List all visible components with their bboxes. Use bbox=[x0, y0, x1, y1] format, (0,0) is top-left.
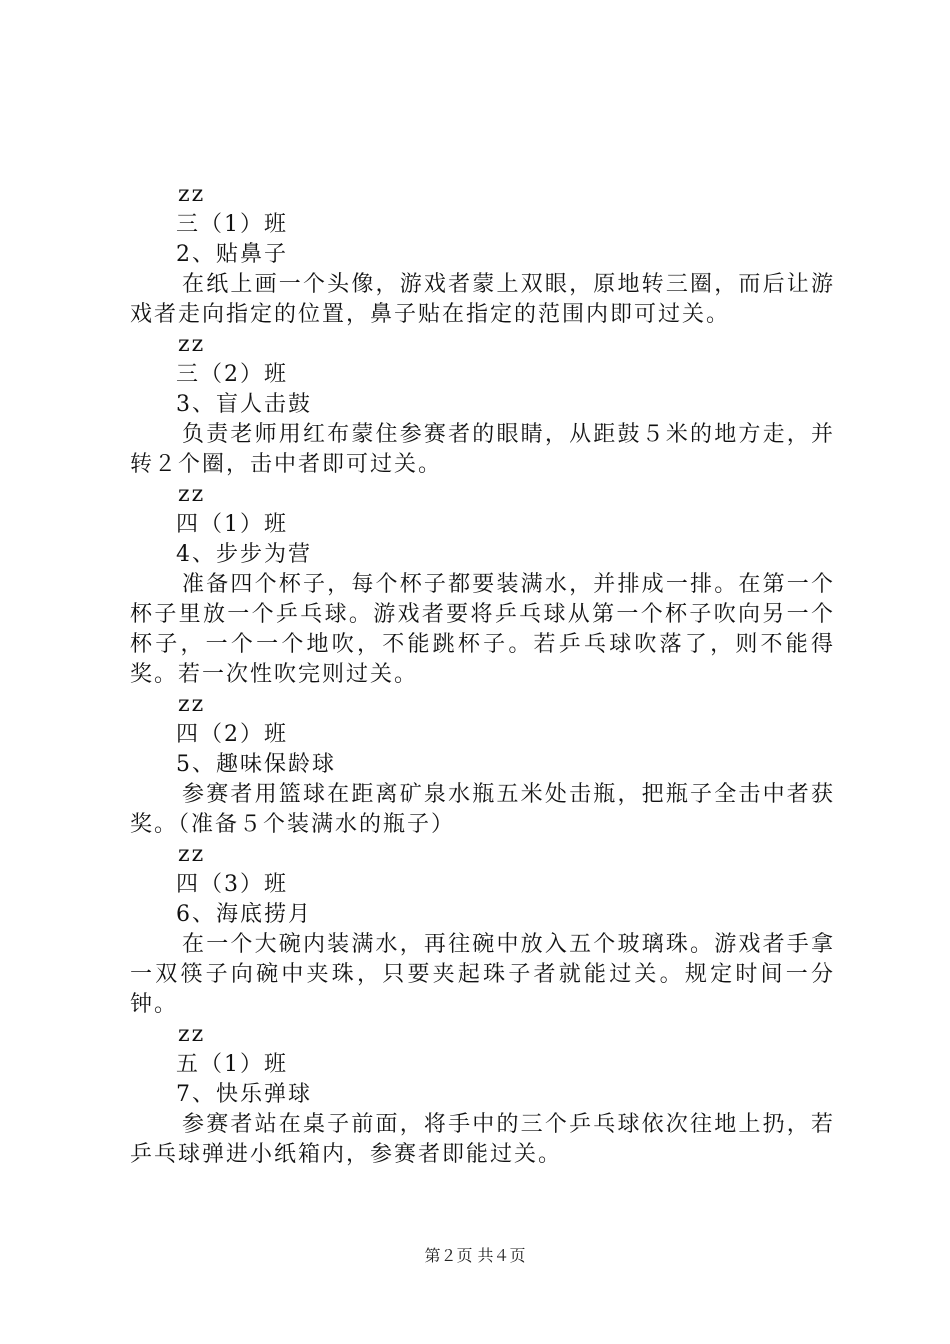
section-host: 三（2）班 bbox=[176, 362, 288, 387]
section-description: 参赛者站在桌子前面，将手中的三个乒乓球依次往地上扔，若乒乓球弹进小纸箱内，参赛者即能过关。 bbox=[130, 1112, 835, 1167]
section-marker: zz bbox=[178, 182, 206, 207]
section-host: 四（3）班 bbox=[176, 872, 288, 897]
section-title: 3、盲人击鼓 bbox=[176, 392, 312, 417]
section-marker: zz bbox=[178, 482, 206, 507]
section-description: 参赛者用篮球在距离矿泉水瓶五米处击瓶，把瓶子全击中者获奖。（准备５个装满水的瓶子） bbox=[130, 782, 835, 837]
section-marker: zz bbox=[178, 842, 206, 867]
section-host: 四（1）班 bbox=[176, 512, 288, 537]
section-description: 准备四个杯子，每个杯子都要装满水，并排成一排。在第一个杯子里放一个乒乓球。游戏者要将乒乓球从第一个杯子吹向另一个杯子，一个一个地吹，不能跳杯子。若乒乓球吹落了，则不能得奖。若一次性吹完则过关。 bbox=[130, 572, 835, 687]
section-description: 在纸上画一个头像，游戏者蒙上双眼，原地转三圈，而后让游戏者走向指定的位置，鼻子贴在指定的范围内即可过关。 bbox=[130, 272, 835, 327]
section-host: 五（1）班 bbox=[176, 1052, 288, 1077]
section-host: 三（1）班 bbox=[176, 212, 288, 237]
section-title: 4、步步为营 bbox=[176, 542, 312, 567]
section-description: 负责老师用红布蒙住参赛者的眼睛，从距鼓５米的地方走，并转２个圈，击中者即可过关。 bbox=[130, 422, 835, 477]
section-title: 2、贴鼻子 bbox=[176, 242, 288, 267]
section-title: 6、海底捞月 bbox=[176, 902, 312, 927]
section-marker: zz bbox=[178, 1022, 206, 1047]
section-title: 5、趣味保龄球 bbox=[176, 752, 336, 777]
section-title: 7、快乐弹球 bbox=[176, 1082, 312, 1107]
section-marker: zz bbox=[178, 332, 206, 357]
section-description: 在一个大碗内装满水，再往碗中放入五个玻璃珠。游戏者手拿一双筷子向碗中夹珠，只要夹起珠子者就能过关。规定时间一分钟。 bbox=[130, 932, 835, 1017]
section-host: 四（2）班 bbox=[176, 722, 288, 747]
document-body bbox=[130, 180, 835, 1170]
page-footer: 第２页 共４页 bbox=[424, 1246, 526, 1265]
section-marker: zz bbox=[178, 692, 206, 717]
